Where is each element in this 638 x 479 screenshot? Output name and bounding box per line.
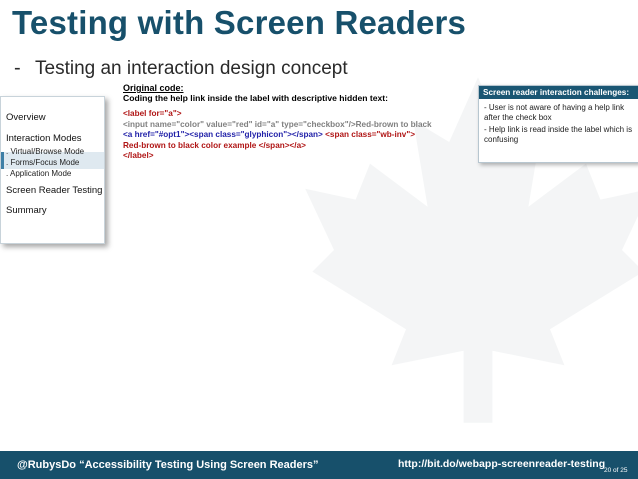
code-description: Coding the help link inside the label with descriptive hidden text: xyxy=(123,93,389,103)
nav-item-application-mode[interactable]: . Application Mode xyxy=(6,169,72,178)
code-example xyxy=(123,83,468,162)
slide-title: Testing with Screen Readers xyxy=(12,4,467,41)
page-number: 20 of 25 xyxy=(604,467,628,474)
footer-bar xyxy=(0,451,638,479)
code-block xyxy=(123,109,468,162)
subtitle-bullet: - xyxy=(14,57,21,79)
callout-item: - User is not aware of having a help link after the check box xyxy=(484,103,625,122)
callout-title: Screen reader interaction challenges: xyxy=(479,86,638,99)
code-line: <label for="a"> xyxy=(123,109,182,118)
section-nav-panel xyxy=(0,96,105,244)
nav-item-overview[interactable]: Overview xyxy=(6,112,46,123)
slide-subtitle: Testing an interaction design concept xyxy=(35,58,348,79)
code-line: </label> xyxy=(123,151,154,160)
code-fragment: <span class="wb-inv"> xyxy=(322,130,416,139)
code-line: <input name="color" value="red" id="a" type="checkbox"/>Red-brown to black xyxy=(123,119,432,129)
code-line xyxy=(123,130,468,141)
nav-item-summary[interactable]: Summary xyxy=(6,205,47,216)
code-fragment: <a href="#opt1"><span class="glyphicon"></span> xyxy=(123,130,323,139)
footer-link[interactable]: http://bit.do/webapp-screenreader-testing xyxy=(398,458,606,470)
nav-item-forms-focus-mode[interactable]: . Forms/Focus Mode xyxy=(6,158,80,167)
code-line: Red-brown to black color example </span></a> xyxy=(123,140,306,150)
nav-item-interaction-modes[interactable]: Interaction Modes xyxy=(6,133,82,144)
nav-item-screen-reader-testing[interactable]: Screen Reader Testing xyxy=(6,185,103,196)
original-code-label: Original code: xyxy=(123,83,184,93)
challenges-callout xyxy=(478,85,638,163)
callout-item: - Help link is read inside the label which is confusing xyxy=(484,125,633,144)
footer-credit: @RubysDo “Accessibility Testing Using Screen Readers” xyxy=(17,459,319,471)
nav-item-virtual-browse-mode[interactable]: . Virtual/Browse Mode xyxy=(6,147,85,156)
